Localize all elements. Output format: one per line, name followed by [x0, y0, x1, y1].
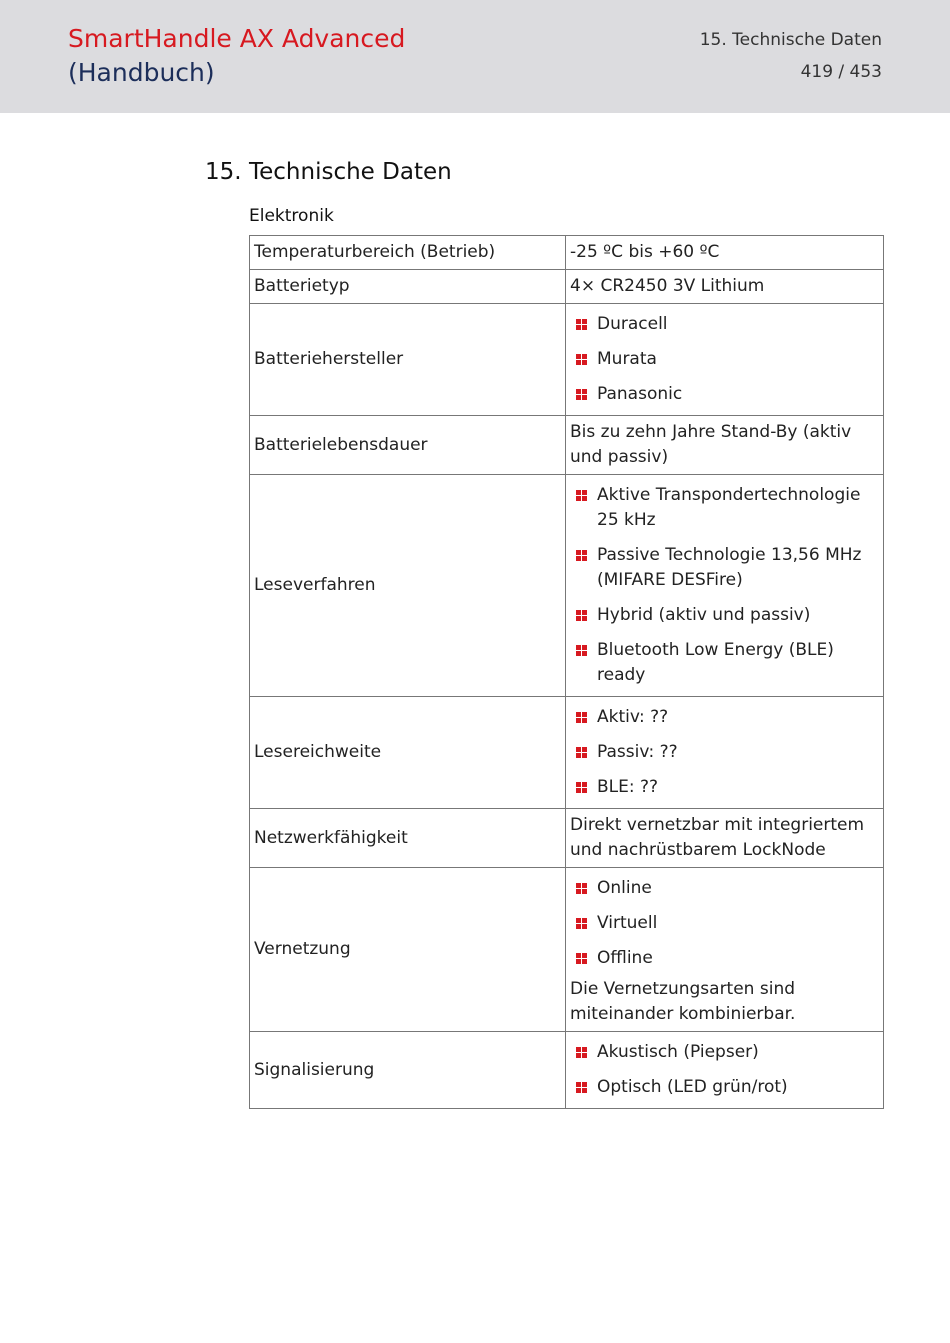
spec-label: Leseverfahren — [250, 475, 566, 697]
table-row — [250, 809, 884, 868]
spec-table — [249, 235, 884, 1109]
list-item-text: Optisch (LED grün/rot) — [597, 1077, 788, 1097]
spec-label: Vernetzung — [250, 868, 566, 1032]
spec-value-text: Direkt vernetzbar mit integriertem und nachrüstbarem LockNode — [570, 815, 865, 860]
bullet-list — [570, 308, 879, 411]
red-squares-bullet-icon — [576, 782, 587, 793]
red-squares-bullet-icon — [576, 747, 587, 758]
red-squares-bullet-icon — [576, 1082, 587, 1093]
header-section-title: 15. Technische Daten — [699, 30, 882, 50]
red-squares-bullet-icon — [576, 319, 587, 330]
red-squares-bullet-icon — [576, 645, 587, 656]
red-squares-bullet-icon — [576, 550, 587, 561]
list-item — [570, 347, 879, 372]
list-item — [570, 382, 879, 407]
table-row — [250, 236, 884, 270]
red-squares-bullet-icon — [576, 918, 587, 929]
table-row — [250, 416, 884, 475]
table-row — [250, 697, 884, 809]
list-item — [570, 543, 879, 593]
spec-value — [566, 809, 884, 868]
spec-value — [566, 475, 884, 697]
spec-value-text: 4× CR2450 3V Lithium — [570, 276, 765, 296]
list-item — [570, 638, 879, 688]
list-item-text: Panasonic — [597, 384, 683, 404]
list-item-text: BLE: ?? — [597, 777, 659, 797]
list-item-text: Aktiv: ?? — [597, 707, 669, 727]
spec-value — [566, 270, 884, 304]
list-item — [570, 740, 879, 765]
spec-label: Signalisierung — [250, 1032, 566, 1109]
list-item-text: Hybrid (aktiv und passiv) — [597, 605, 811, 625]
list-item — [570, 1075, 879, 1100]
spec-label: Temperaturbereich (Betrieb) — [250, 236, 566, 270]
page-number: 419 / 453 — [800, 62, 882, 82]
table-row — [250, 868, 884, 1032]
spec-value — [566, 1032, 884, 1109]
table-row — [250, 475, 884, 697]
list-item-text: Passive Technologie 13,56 MHz (MIFARE DESFire) — [597, 545, 862, 590]
spec-value — [566, 868, 884, 1032]
list-item — [570, 312, 879, 337]
page-header — [0, 0, 950, 113]
list-item-text: Virtuell — [597, 913, 658, 933]
red-squares-bullet-icon — [576, 490, 587, 501]
table-row — [250, 270, 884, 304]
bullet-list — [570, 872, 879, 975]
spec-label: Batterietyp — [250, 270, 566, 304]
red-squares-bullet-icon — [576, 354, 587, 365]
red-squares-bullet-icon — [576, 389, 587, 400]
list-item — [570, 946, 879, 971]
table-row — [250, 304, 884, 416]
bullet-list — [570, 1036, 879, 1104]
list-item-text: Bluetooth Low Energy (BLE) ready — [597, 640, 834, 685]
list-item-text: Passiv: ?? — [597, 742, 678, 762]
red-squares-bullet-icon — [576, 610, 587, 621]
spec-value-text: -25 ºC bis +60 ºC — [570, 242, 720, 262]
list-item — [570, 876, 879, 901]
list-item — [570, 911, 879, 936]
spec-value — [566, 304, 884, 416]
red-squares-bullet-icon — [576, 953, 587, 964]
list-item-text: Murata — [597, 349, 657, 369]
red-squares-bullet-icon — [576, 712, 587, 723]
spec-note: Die Vernetzungsarten sind miteinander kombinierbar. — [570, 979, 796, 1024]
list-item — [570, 603, 879, 628]
list-item-text: Akustisch (Piepser) — [597, 1042, 759, 1062]
list-item — [570, 1040, 879, 1065]
list-item — [570, 705, 879, 730]
red-squares-bullet-icon — [576, 1047, 587, 1058]
spec-value-text: Bis zu zehn Jahre Stand-By (aktiv und passiv) — [570, 422, 852, 467]
spec-value — [566, 416, 884, 475]
list-item-text: Offline — [597, 948, 653, 968]
list-item-text: Online — [597, 878, 652, 898]
spec-value — [566, 236, 884, 270]
document-title: SmartHandle AX Advanced — [68, 24, 406, 53]
spec-value — [566, 697, 884, 809]
spec-label: Batteriehersteller — [250, 304, 566, 416]
table-row — [250, 1032, 884, 1109]
chapter-number: 15. — [205, 159, 242, 185]
spec-label: Netzwerkfähigkeit — [250, 809, 566, 868]
list-item — [570, 483, 879, 533]
list-item — [570, 775, 879, 800]
red-squares-bullet-icon — [576, 883, 587, 894]
list-item-text: Duracell — [597, 314, 668, 334]
list-item-text: Aktive Transpondertechnologie 25 kHz — [597, 485, 861, 530]
section-subheading: Elektronik — [249, 206, 334, 226]
chapter-title: Technische Daten — [249, 159, 452, 185]
chapter-heading — [205, 156, 452, 188]
spec-label: Lesereichweite — [250, 697, 566, 809]
bullet-list — [570, 479, 879, 692]
bullet-list — [570, 701, 879, 804]
document-subtitle: (Handbuch) — [68, 58, 215, 87]
spec-label: Batterielebensdauer — [250, 416, 566, 475]
